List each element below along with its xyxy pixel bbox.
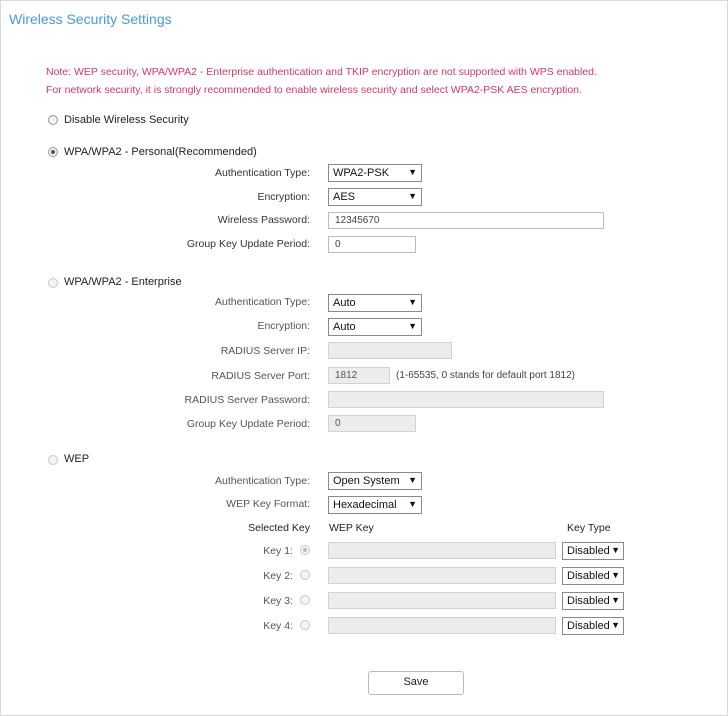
- personal-auth-label: Authentication Type:: [215, 167, 310, 179]
- radio-wpa-personal[interactable]: [48, 147, 58, 157]
- wep-key-2-type-select[interactable]: [562, 567, 624, 585]
- enterprise-enc-value: Auto: [333, 321, 356, 333]
- personal-enc-value: AES: [333, 191, 356, 203]
- radio-wep[interactable]: [48, 455, 58, 465]
- note-recommendation: For network security, it is strongly recommended to enable wireless security and select WPA2-PSK AES encryption.: [46, 84, 582, 96]
- enterprise-auth-label: Authentication Type:: [215, 296, 310, 308]
- chevron-down-icon: ▼: [611, 595, 620, 605]
- enterprise-auth-select[interactable]: [328, 294, 422, 312]
- note-wps: Note: WEP security, WPA/WPA2 - Enterprise authentication and TKIP encryption are not supported with WPS enabled.: [46, 66, 597, 78]
- label-wpa-enterprise: WPA/WPA2 - Enterprise: [64, 276, 182, 288]
- personal-password-label: Wireless Password:: [217, 214, 310, 226]
- wep-key-4-label: Key 4:: [263, 620, 293, 632]
- wep-key-4-input[interactable]: [328, 617, 556, 634]
- wep-key-1-type-select[interactable]: [562, 542, 624, 560]
- enterprise-group-label: Group Key Update Period:: [186, 418, 310, 430]
- enterprise-auth-value: Auto: [333, 297, 356, 309]
- save-button[interactable]: Save: [368, 671, 464, 695]
- radio-wep-key-3[interactable]: [300, 595, 310, 605]
- radio-disable-security[interactable]: [48, 115, 58, 125]
- page-title: Wireless Security Settings: [9, 11, 172, 27]
- radius-ip-input[interactable]: [328, 342, 452, 359]
- personal-group-label: Group Key Update Period:: [186, 238, 310, 250]
- wep-key-2-type-value: Disabled: [567, 570, 610, 582]
- wep-key-1-input[interactable]: [328, 542, 556, 559]
- chevron-down-icon: ▼: [408, 191, 417, 201]
- radius-port-input[interactable]: 1812: [328, 367, 390, 384]
- wep-format-value: Hexadecimal: [333, 499, 397, 511]
- radius-port-label: RADIUS Server Port:: [211, 370, 310, 382]
- enterprise-enc-select[interactable]: [328, 318, 422, 336]
- wep-key-3-type-select[interactable]: [562, 592, 624, 610]
- personal-auth-value: WPA2-PSK: [333, 167, 390, 179]
- personal-enc-label: Encryption:: [257, 191, 310, 203]
- personal-auth-select[interactable]: [328, 164, 422, 182]
- radius-password-input[interactable]: [328, 391, 604, 408]
- wep-key-1-type-value: Disabled: [567, 545, 610, 557]
- wep-auth-select[interactable]: [328, 472, 422, 490]
- radio-wep-key-2[interactable]: [300, 570, 310, 580]
- label-wpa-personal: WPA/WPA2 - Personal(Recommended): [64, 146, 257, 158]
- personal-enc-select[interactable]: [328, 188, 422, 206]
- chevron-down-icon: ▼: [408, 167, 417, 177]
- wep-format-select[interactable]: [328, 496, 422, 514]
- personal-group-input[interactable]: 0: [328, 236, 416, 253]
- chevron-down-icon: ▼: [408, 297, 417, 307]
- chevron-down-icon: ▼: [611, 545, 620, 555]
- chevron-down-icon: ▼: [408, 321, 417, 331]
- wep-key-1-label: Key 1:: [263, 545, 293, 557]
- radio-wep-key-4[interactable]: [300, 620, 310, 630]
- wep-auth-label: Authentication Type:: [215, 475, 310, 487]
- wep-key-3-label: Key 3:: [263, 595, 293, 607]
- label-wep: WEP: [64, 453, 90, 465]
- chevron-down-icon: ▼: [611, 620, 620, 630]
- chevron-down-icon: ▼: [408, 475, 417, 485]
- radio-wep-key-1[interactable]: [300, 545, 310, 555]
- col-wep-key: WEP Key: [329, 522, 374, 534]
- wep-key-4-type-value: Disabled: [567, 620, 610, 632]
- wep-key-4-type-select[interactable]: [562, 617, 624, 635]
- radius-password-label: RADIUS Server Password:: [184, 394, 310, 406]
- col-selected-key: Selected Key: [248, 522, 310, 534]
- wep-auth-value: Open System: [333, 475, 400, 487]
- enterprise-enc-label: Encryption:: [257, 320, 310, 332]
- wep-key-3-input[interactable]: [328, 592, 556, 609]
- wireless-password-input[interactable]: 12345670: [328, 212, 604, 229]
- col-key-type: Key Type: [567, 522, 611, 534]
- chevron-down-icon: ▼: [611, 570, 620, 580]
- wep-key-2-input[interactable]: [328, 567, 556, 584]
- label-disable-security: Disable Wireless Security: [64, 114, 189, 126]
- chevron-down-icon: ▼: [408, 499, 417, 509]
- wep-key-2-label: Key 2:: [263, 570, 293, 582]
- radius-port-hint: (1-65535, 0 stands for default port 1812): [396, 370, 576, 381]
- radius-ip-label: RADIUS Server IP:: [220, 345, 310, 357]
- wep-format-label: WEP Key Format:: [226, 498, 310, 510]
- enterprise-group-input[interactable]: 0: [328, 415, 416, 432]
- radio-wpa-enterprise[interactable]: [48, 278, 58, 288]
- wep-key-3-type-value: Disabled: [567, 595, 610, 607]
